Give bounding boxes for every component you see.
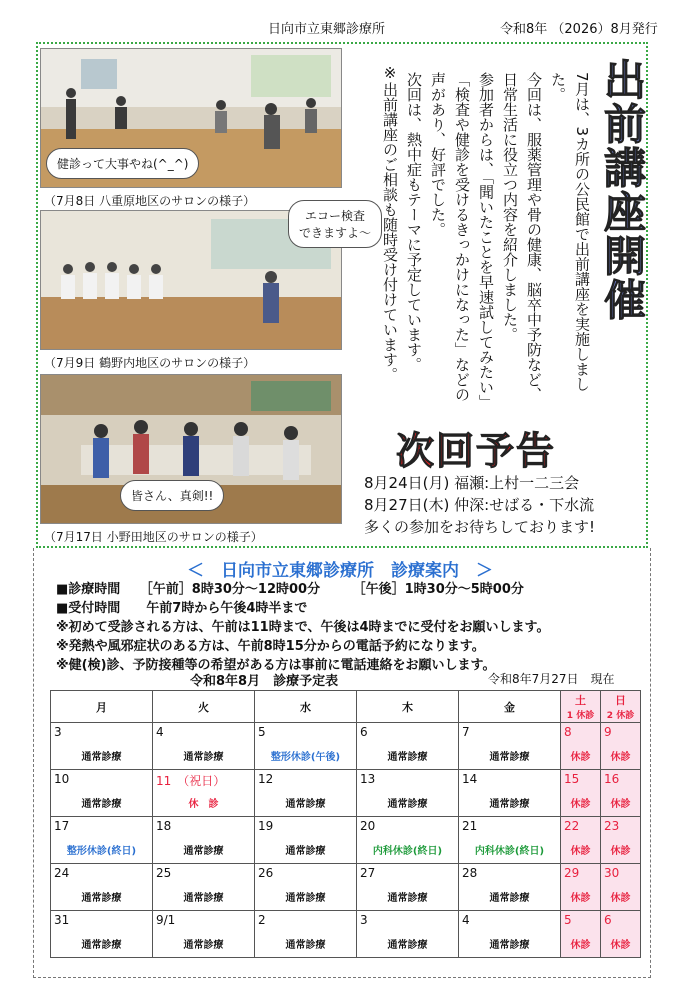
day-status: 休診	[570, 752, 591, 763]
day-number: 8	[564, 725, 572, 739]
article-body-5: ※出前講座のご相談も随時受け付けています。	[381, 64, 399, 382]
day-status: 休診	[570, 940, 591, 951]
next-line-3: 多くの参加をお待ちしております!	[364, 518, 596, 536]
day-status: 通常診療	[387, 752, 428, 763]
day-number: 22	[564, 819, 580, 833]
header-clinic: 日向市立東郷診療所	[268, 22, 386, 37]
calendar-day-cell	[459, 723, 561, 770]
calendar-day-cell	[255, 911, 357, 958]
day-number: 6	[360, 725, 368, 739]
weekday-header: 金	[459, 691, 561, 723]
day-number: 5	[564, 913, 572, 927]
day-number: 4	[156, 725, 164, 739]
calendar-day-cell	[255, 864, 357, 911]
day-status: 休診	[570, 893, 591, 904]
info-line-2: ■受付時間 午前7時から午後4時半まで	[56, 601, 308, 616]
day-status: 通常診療	[489, 940, 530, 951]
day-number: 5	[258, 725, 266, 739]
calendar-day-cell	[357, 723, 459, 770]
day-number: 25	[156, 866, 172, 880]
caption-3: （7月17日 小野田地区のサロンの様子）	[44, 530, 263, 544]
calendar-day-cell	[255, 723, 357, 770]
calendar-title: 令和8年8月 診療予定表	[190, 674, 339, 689]
bubble-1: 健診って大事やね(^_^)	[46, 148, 199, 179]
calendar-day-cell	[357, 911, 459, 958]
calendar-day-cell	[51, 817, 153, 864]
calendar-day-cell	[153, 817, 255, 864]
day-number: 31	[54, 913, 70, 927]
info-heading: ＜ 日向市立東郷診療所 診療案内 ＞	[187, 561, 493, 581]
day-status: 整形休診(終日)	[66, 846, 137, 857]
day-status: 通常診療	[183, 846, 224, 857]
day-number: 3	[54, 725, 62, 739]
day-status: 休診	[610, 893, 631, 904]
day-number: 3	[360, 913, 368, 927]
calendar-table	[50, 690, 641, 958]
day-number: 24	[54, 866, 70, 880]
calendar-week-row	[51, 864, 641, 911]
next-line-1: 8月24日(月) 福瀬:上村一二三会	[364, 474, 580, 492]
next-schedule	[364, 472, 595, 538]
day-status: 通常診療	[489, 799, 530, 810]
next-title: 次回予告	[396, 429, 557, 473]
sat-label: 土	[575, 694, 586, 707]
calendar-day-cell	[601, 911, 641, 958]
calendar-day-cell	[357, 817, 459, 864]
sat-note: 1 休診	[566, 711, 595, 721]
day-status: 通常診療	[489, 893, 530, 904]
day-number: 10	[54, 772, 70, 786]
weekday-header-sat	[561, 691, 601, 723]
calendar-day-cell	[51, 770, 153, 817]
calendar-week-row	[51, 911, 641, 958]
day-status: 内科休診(終日)	[474, 846, 545, 857]
calendar-day-cell	[561, 723, 601, 770]
day-number: 9/1	[156, 913, 176, 927]
calendar-day-cell	[601, 723, 641, 770]
day-status: 通常診療	[81, 752, 122, 763]
day-number: 7	[462, 725, 470, 739]
day-status: 通常診療	[489, 752, 530, 763]
day-status: 内科休診(終日)	[372, 846, 443, 857]
day-status: 休診	[610, 752, 631, 763]
info-line-5: ※健(検)診、予防接種等の希望がある方は事前に電話連絡をお願いします。	[56, 658, 496, 673]
calendar-day-cell	[601, 770, 641, 817]
day-status: 休診	[610, 846, 631, 857]
day-number: 27	[360, 866, 376, 880]
day-number: 6	[604, 913, 612, 927]
weekday-header: 木	[357, 691, 459, 723]
calendar-day-cell	[357, 864, 459, 911]
calendar-day-cell	[561, 911, 601, 958]
day-number: 17	[54, 819, 70, 833]
day-number: 20	[360, 819, 376, 833]
info-list	[56, 580, 549, 675]
bubble-3: 皆さん、真剣!!	[120, 480, 224, 511]
day-number: 12	[258, 772, 274, 786]
day-number: 30	[604, 866, 620, 880]
calendar-day-cell	[561, 817, 601, 864]
calendar-day-cell	[51, 864, 153, 911]
day-number: 29	[564, 866, 580, 880]
day-status: 通常診療	[285, 846, 326, 857]
day-status: 通常診療	[285, 799, 326, 810]
calendar-day-cell	[459, 770, 561, 817]
day-number: 13	[360, 772, 376, 786]
day-number: 11 （祝日）	[156, 774, 226, 788]
day-number: 18	[156, 819, 172, 833]
day-status: 通常診療	[81, 799, 122, 810]
calendar-day-cell	[153, 770, 255, 817]
article-body-4: 次回は、熱中症もテーマに予定しています。	[405, 72, 423, 372]
day-number: 28	[462, 866, 478, 880]
calendar-as-of: 令和8年7月27日 現在	[488, 672, 615, 686]
header-issue: 令和8年 （2026）8月発行	[500, 22, 658, 37]
day-status: 整形休診(午後)	[270, 752, 341, 763]
day-number: 19	[258, 819, 274, 833]
calendar-day-cell	[459, 911, 561, 958]
day-status: 通常診療	[183, 752, 224, 763]
day-number: 16	[604, 772, 620, 786]
sun-note: 2 休診	[606, 711, 635, 721]
calendar-day-cell	[459, 817, 561, 864]
day-number: 15	[564, 772, 580, 786]
day-number: 9	[604, 725, 612, 739]
day-status: 通常診療	[387, 893, 428, 904]
calendar-week-row	[51, 817, 641, 864]
weekday-header-sun	[601, 691, 641, 723]
calendar-day-cell	[255, 817, 357, 864]
article-body-2: 今回は、服薬管理や骨の健康、脳卒中予防など、日常生活に役立つ内容を紹介しました。	[501, 72, 543, 402]
calendar-day-cell	[153, 723, 255, 770]
calendar-day-cell	[561, 770, 601, 817]
calendar-week-row	[51, 770, 641, 817]
day-number: 2	[258, 913, 266, 927]
calendar-day-cell	[561, 864, 601, 911]
article-title: 出前講座開催	[598, 58, 647, 322]
day-status: 休診	[570, 846, 591, 857]
day-status: 休診	[610, 940, 631, 951]
sun-label: 日	[615, 694, 626, 707]
info-line-3: ※初めて受診される方は、午前は11時まで、午後は4時までに受付をお願いします。	[56, 620, 550, 635]
info-line-1: ■診療時間 ［午前］8時30分～12時00分 ［午後］1時30分～5時00分	[56, 582, 524, 597]
next-line-2: 8月27日(木) 仲深:せばる・下水流	[364, 496, 595, 514]
bubble-2: エコー検査 できますよ～	[288, 200, 382, 248]
calendar-day-cell	[51, 911, 153, 958]
calendar-day-cell	[357, 770, 459, 817]
day-status: 休 診	[188, 799, 219, 810]
day-number: 21	[462, 819, 478, 833]
calendar-day-cell	[255, 770, 357, 817]
weekday-header: 火	[153, 691, 255, 723]
info-line-4: ※発熱や風邪症状のある方は、午前8時15分からの電話予約になります。	[56, 639, 485, 654]
calendar-day-cell	[601, 817, 641, 864]
day-status: 通常診療	[81, 893, 122, 904]
article-body-1: 7月は、3カ所の公民館で出前講座を実施しました。	[549, 72, 591, 392]
calendar-week-row	[51, 723, 641, 770]
day-number: 26	[258, 866, 274, 880]
calendar-day-cell	[601, 864, 641, 911]
article-body-3: 参加者からは、「聞いたことを早速試してみたい」「検査や健診を受けるきっかけになった」などの声があり、好評でした。	[429, 72, 495, 410]
day-status: 通常診療	[183, 893, 224, 904]
day-status: 通常診療	[387, 799, 428, 810]
weekday-header: 水	[255, 691, 357, 723]
day-number: 4	[462, 913, 470, 927]
calendar-day-cell	[153, 911, 255, 958]
day-number: 23	[604, 819, 620, 833]
day-number: 14	[462, 772, 478, 786]
caption-1: （7月8日 八重原地区のサロンの様子）	[44, 194, 256, 208]
day-status: 通常診療	[387, 940, 428, 951]
day-status: 通常診療	[285, 940, 326, 951]
day-status: 休診	[570, 799, 591, 810]
calendar-day-cell	[459, 864, 561, 911]
day-status: 休診	[610, 799, 631, 810]
weekday-header: 月	[51, 691, 153, 723]
day-status: 通常診療	[183, 940, 224, 951]
caption-2: （7月9日 鶴野内地区のサロンの様子）	[44, 356, 256, 370]
calendar-day-cell	[153, 864, 255, 911]
calendar-day-cell	[51, 723, 153, 770]
day-status: 通常診療	[81, 940, 122, 951]
day-status: 通常診療	[285, 893, 326, 904]
